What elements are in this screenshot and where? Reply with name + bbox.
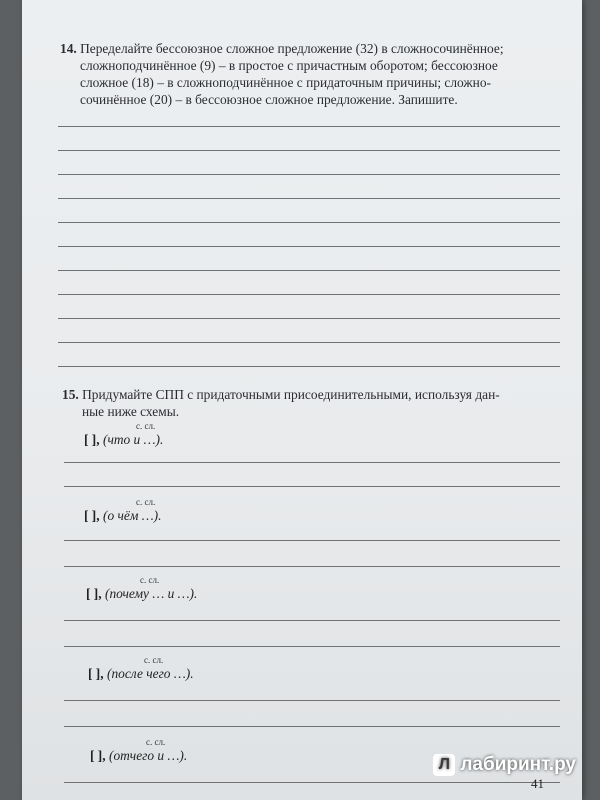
writing-line[interactable] (58, 150, 560, 151)
scheme-bracket: [ ], (84, 432, 100, 447)
writing-line[interactable] (64, 700, 560, 701)
writing-line[interactable] (64, 782, 560, 783)
scheme-formula: (почему … и …). (104, 586, 198, 601)
task-15-text-line: Придумайте СПП с придаточными присоединительными, используя дан- (82, 387, 500, 402)
writing-line[interactable] (64, 462, 560, 463)
watermark-logo (433, 754, 576, 776)
labirint-logo-icon: Л (433, 754, 455, 776)
writing-line[interactable] (58, 174, 560, 175)
writing-line[interactable] (58, 126, 560, 127)
writing-line[interactable] (58, 222, 560, 223)
scheme-2 (84, 497, 162, 524)
writing-line[interactable] (64, 620, 560, 621)
workbook-page (22, 0, 582, 800)
task-15 (62, 386, 562, 420)
scheme-4 (88, 655, 194, 682)
writing-line[interactable] (64, 540, 560, 541)
scheme-superscript: с. сл. (136, 421, 156, 431)
writing-line[interactable] (64, 726, 560, 727)
scheme-superscript: с. сл. (146, 737, 166, 747)
task-14-text-line: сложноподчинённое (9) – в простое с причастным оборотом; бессоюзное (80, 58, 498, 73)
scheme-formula: (отчего и …). (108, 748, 188, 763)
scheme-5 (90, 737, 188, 764)
scheme-bracket: [ ], (90, 748, 106, 763)
task-14-text-line: сочинённое (20) – в бессоюзное сложное предложение. Запишите. (80, 92, 458, 107)
scheme-superscript: с. сл. (144, 655, 164, 665)
writing-line[interactable] (58, 366, 560, 367)
task-14-text-line: Переделайте бессоюзное сложное предложение (32) в сложносочинённое; (80, 41, 504, 56)
task-14-number: 14. (60, 41, 77, 56)
writing-line[interactable] (58, 246, 560, 247)
writing-line[interactable] (64, 646, 560, 647)
scheme-superscript: с. сл. (136, 497, 156, 507)
scheme-formula: (что и …). (102, 432, 164, 447)
writing-line[interactable] (58, 342, 560, 343)
writing-line[interactable] (58, 294, 560, 295)
scheme-formula: (после чего …). (106, 666, 194, 681)
page-number: 41 (531, 776, 544, 791)
scheme-1 (84, 421, 164, 448)
scheme-bracket: [ ], (86, 586, 102, 601)
writing-line[interactable] (58, 318, 560, 319)
task-14 (60, 40, 560, 108)
watermark-text: лабиринт.ру (460, 754, 576, 775)
scheme-bracket: [ ], (84, 508, 100, 523)
writing-line[interactable] (64, 566, 560, 567)
task-15-number: 15. (62, 387, 79, 402)
writing-line[interactable] (64, 486, 560, 487)
writing-line[interactable] (58, 270, 560, 271)
task-15-text-line: ные ниже схемы. (82, 404, 180, 419)
scheme-3 (86, 575, 198, 602)
scheme-formula: (о чём …). (102, 508, 162, 523)
scheme-bracket: [ ], (88, 666, 104, 681)
task-14-text-line: сложное (18) – в сложноподчинённое с придаточным причины; сложно- (80, 75, 491, 90)
writing-line[interactable] (58, 198, 560, 199)
scheme-superscript: с. сл. (140, 575, 160, 585)
